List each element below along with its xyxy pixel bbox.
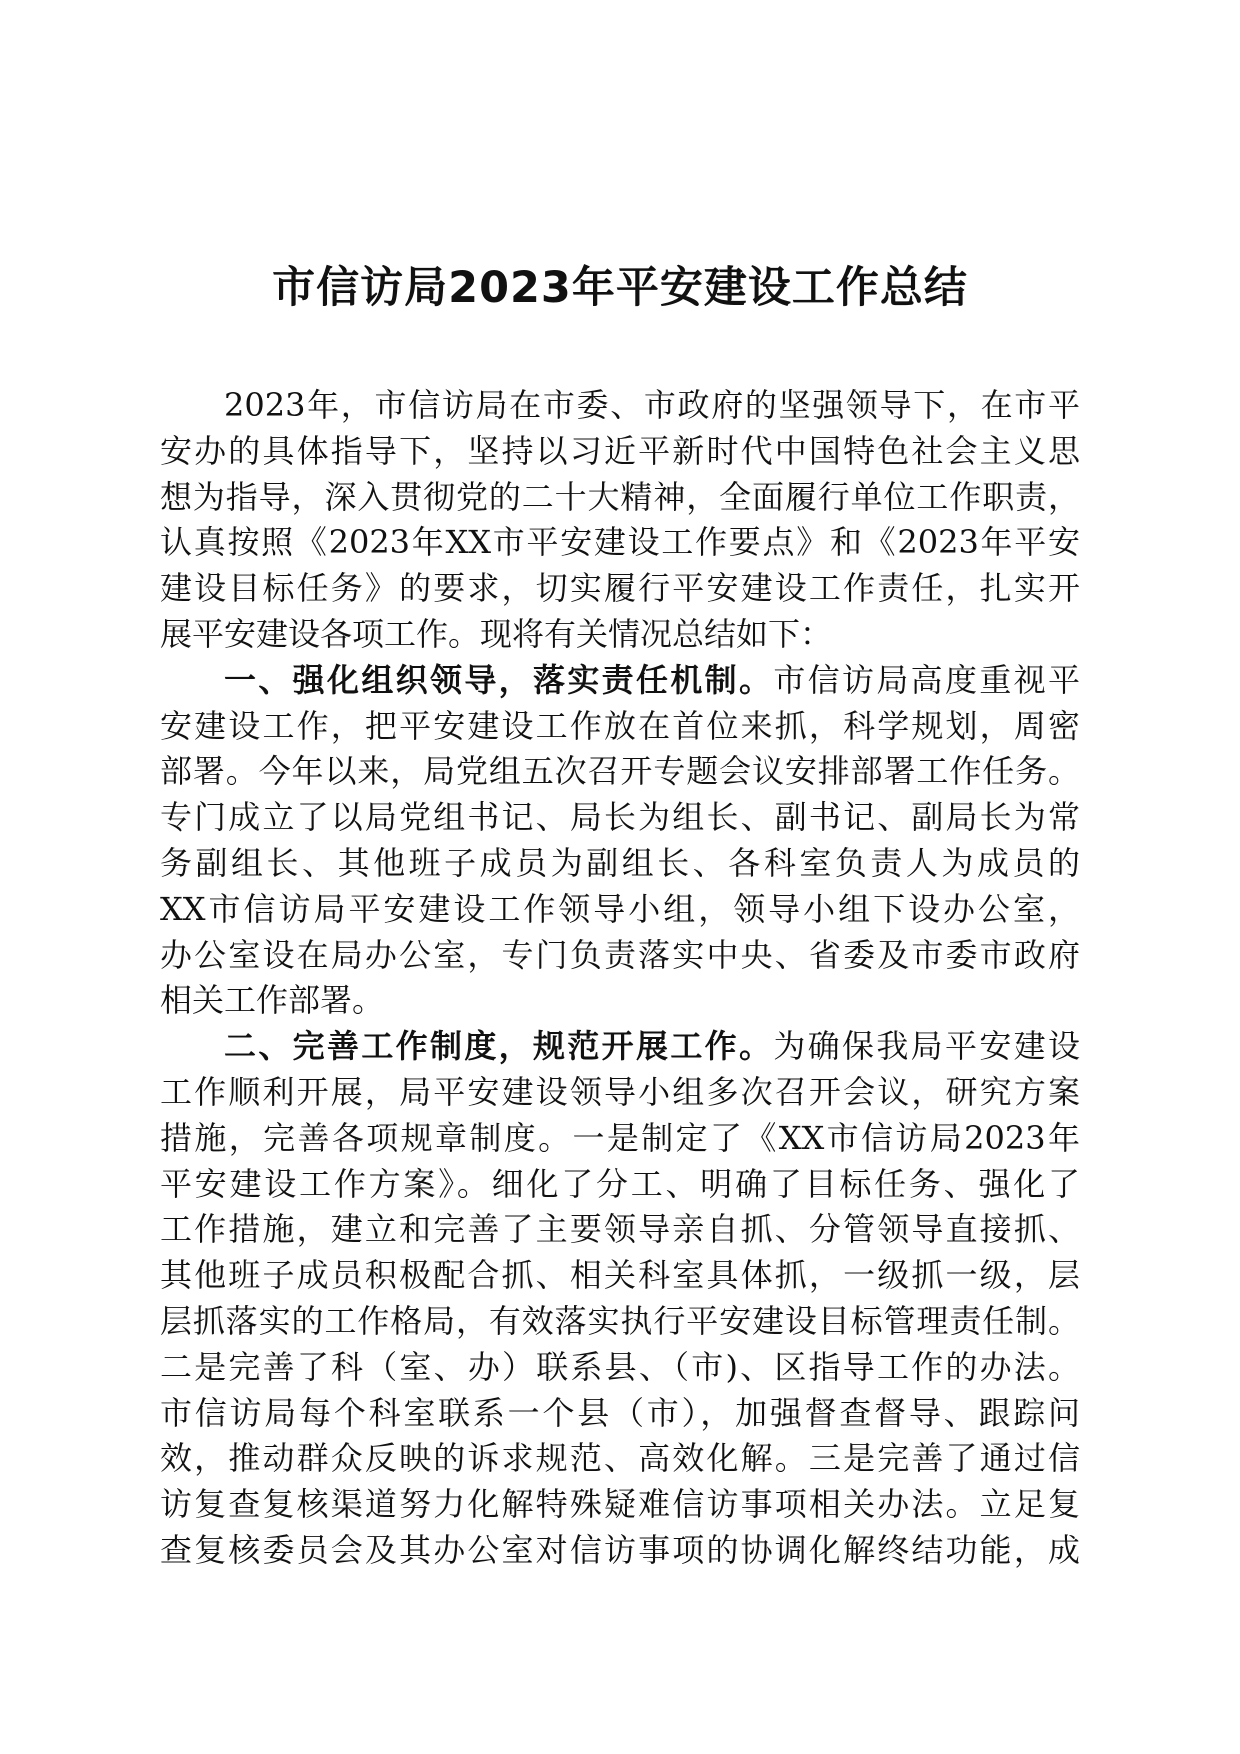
text-line: 务副组长、其他班子成员为副组长、各科室负责人为成员的 [160, 843, 1080, 882]
section-heading: 一、强化组织领导，落实责任机制。 [224, 660, 774, 699]
text-line: XX市信访局平安建设工作领导小组，领导小组下设办公室， [160, 889, 1080, 928]
text-line: 工作措施，建立和完善了主要领导亲自抓、分管领导直接抓、 [160, 1210, 1080, 1249]
text-line: 工作顺利开展，局平安建设领导小组多次召开会议，研究方案 [160, 1072, 1080, 1111]
text-line: 措施，完善各项规章制度。一是制定了《XX市信访局2023年 [160, 1118, 1080, 1157]
text-fragment: 为确保我局平安建设 [773, 1027, 1080, 1066]
text-line: 平安建设工作方案》。细化了分工、明确了目标任务、强化了 [160, 1164, 1080, 1203]
text-line: 展平安建设各项工作。现将有关情况总结如下： [160, 614, 833, 653]
text-line: 其他班子成员积极配合抓、相关科室具体抓，一级抓一级，层 [160, 1256, 1080, 1295]
text-line-with-heading [160, 658, 1080, 704]
text-line: 查复核委员会及其办公室对信访事项的协调化解终结功能，成 [160, 1530, 1080, 1569]
text-line: 专门成立了以局党组书记、局长为组长、副书记、副局长为常 [160, 798, 1080, 837]
text-line: 部署。今年以来，局党组五次召开专题会议安排部署工作任务。 [160, 752, 1080, 791]
document-body [160, 383, 1080, 1574]
text-line: 办公室设在局办公室，专门负责落实中央、省委及市委市政府 [160, 935, 1080, 974]
text-line-with-heading [160, 1024, 1080, 1070]
text-line: 效，推动群众反映的诉求规范、高效化解。三是完善了通过信 [160, 1439, 1080, 1478]
text-line: 市信访局每个科室联系一个县（市），加强督查督导、跟踪问 [160, 1393, 1080, 1432]
text-line: 访复查复核渠道努力化解特殊疑难信访事项相关办法。立足复 [160, 1485, 1080, 1524]
paragraph-section-1 [160, 658, 1080, 1024]
text-line: 相关工作部署。 [160, 981, 385, 1020]
text-line: 层抓落实的工作格局，有效落实执行平安建设目标管理责任制。 [160, 1301, 1080, 1340]
text-line: 安办的具体指导下，坚持以习近平新时代中国特色社会主义思 [160, 431, 1080, 470]
paragraph-section-2 [160, 1024, 1080, 1574]
section-heading: 二、完善工作制度，规范开展工作。 [224, 1027, 774, 1066]
text-line: 2023年，市信访局在市委、市政府的坚强领导下，在市平 [224, 386, 1080, 424]
text-line: 建设目标任务》的要求，切实履行平安建设工作责任，扎实开 [160, 569, 1080, 608]
text-line: 认真按照《2023年XX市平安建设工作要点》和《2023年平安 [160, 523, 1080, 562]
text-line: 想为指导，深入贯彻党的二十大精神，全面履行单位工作职责， [160, 477, 1080, 516]
paragraph-intro [160, 383, 1080, 658]
text-line: 二是完善了科（室、办）联系县、（市)、区指导工作的办法。 [160, 1347, 1080, 1386]
text-line: 安建设工作，把平安建设工作放在首位来抓，科学规划，周密 [160, 706, 1080, 745]
text-fragment: 市信访局高度重视平 [773, 660, 1080, 699]
document-title: 市信访局2023年平安建设工作总结 [272, 263, 968, 313]
